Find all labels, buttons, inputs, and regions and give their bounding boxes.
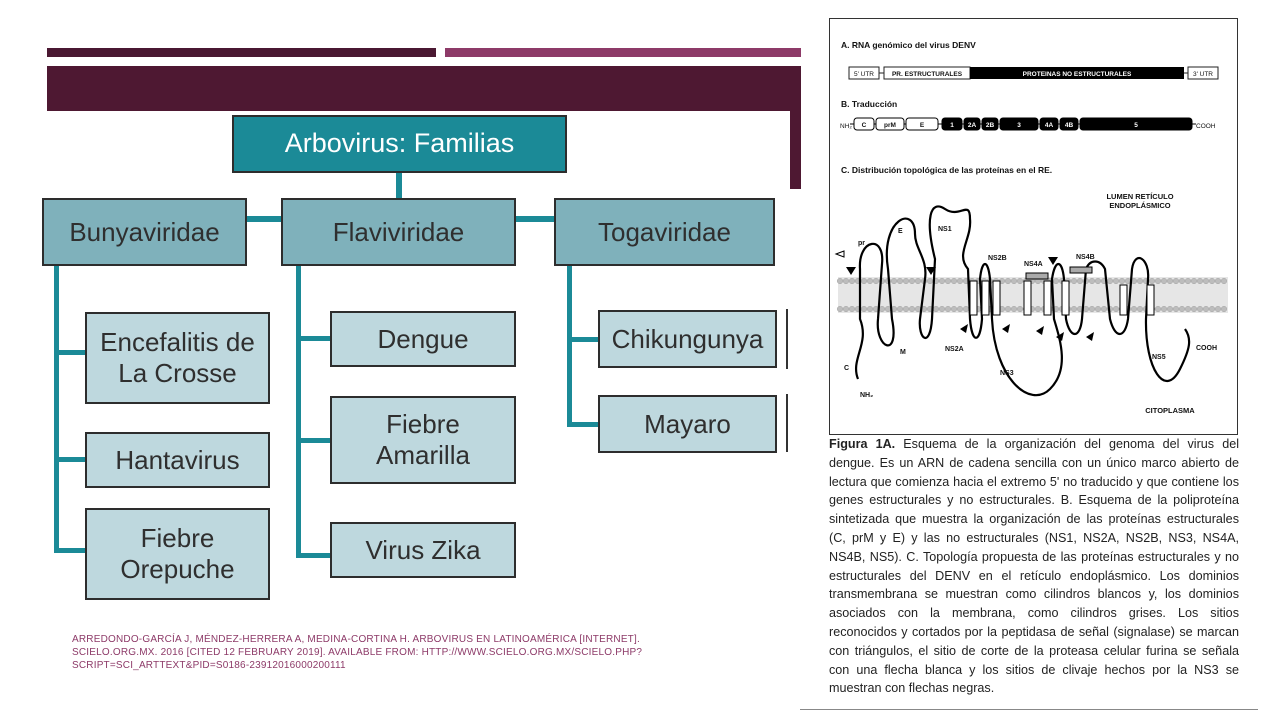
lipid-head [861, 278, 867, 284]
label-c: C [844, 365, 850, 372]
protein-label-4b: 4B [1064, 122, 1074, 129]
lipid-head [1089, 278, 1095, 284]
lipid-head [843, 278, 849, 284]
lipid-head [909, 278, 915, 284]
protein-label-c: C [861, 122, 867, 129]
connector-flavi-trunk [296, 265, 301, 558]
lipid-head [1155, 306, 1161, 312]
lipid-head [1203, 278, 1209, 284]
lipid-head [1137, 306, 1143, 312]
lipid-head [1209, 278, 1215, 284]
utr3-label: 3' UTR [1192, 71, 1214, 78]
connector-toga-2 [567, 422, 599, 427]
lipid-head [957, 306, 963, 312]
label-ns2b: NS2B [988, 255, 1007, 262]
lipid-head [1203, 306, 1209, 312]
label-pr: pr [858, 240, 865, 247]
lipid-head [1131, 306, 1137, 312]
family-togaviridae: Togaviridae [554, 198, 775, 266]
utr5-label: 5' UTR [853, 71, 875, 78]
lipid-head [1173, 278, 1179, 284]
lipid-head [849, 278, 855, 284]
protein-label-3: 3 [1017, 122, 1021, 129]
lipid-head [867, 306, 873, 312]
lipid-head [897, 278, 903, 284]
lipid-head [1095, 306, 1101, 312]
connector-bunya-trunk [54, 265, 59, 553]
lipid-head [951, 306, 957, 312]
label-ns2a: NS2A [945, 346, 964, 353]
lipid-head [1095, 278, 1101, 284]
lipid-head [1221, 306, 1227, 312]
lipid-head [897, 306, 903, 312]
lipid-head [849, 306, 855, 312]
lipid-head [933, 306, 939, 312]
lipid-head [1191, 278, 1197, 284]
lipid-head [1179, 306, 1185, 312]
lipid-head [1113, 278, 1119, 284]
lipid-head [837, 306, 843, 312]
section-b-title: B. Traducción [841, 99, 898, 109]
lipid-head [1137, 278, 1143, 284]
nonstructural-label: PROTEINAS NO ESTRUCTURALES [1022, 71, 1132, 78]
lipid-head [1077, 278, 1083, 284]
lipid-head [861, 306, 867, 312]
lumen-label: LUMEN RETÍCULO ENDOPLÁSMICO [1106, 192, 1174, 210]
caption-rule [800, 709, 1258, 710]
section-c-title: C. Distribución topológica de las proteínas en el RE. [841, 165, 1053, 175]
protein-label-e: E [919, 122, 925, 129]
lipid-head [1101, 306, 1107, 312]
lipid-head [1005, 278, 1011, 284]
protein-label-1: 1 [950, 122, 954, 129]
connector-toga-1 [567, 337, 599, 342]
member-fiebre-orepuche: Fiebre Orepuche [85, 508, 270, 600]
lipid-head [1191, 306, 1197, 312]
structural-label: PR. ESTRUCTURALES [891, 71, 963, 78]
nh2-label: NH₂ [840, 123, 852, 130]
connector-bunya-3 [54, 548, 86, 553]
caption-text: Esquema de la organización del genoma del virus del dengue. Es un ARN de cadena sencilla con un único marco abierto de lectura que comienza hacia el extremo 5' no traducido y que contiene los genes estructurales y no estructurales. B. Esquema de la poliproteína sintetizada que muestra la organización de las proteínas estructurales (C, prM y E) y las no estructurales (NS1, NS2A, NS2B, NS3, NS4A, NS4B, NS5). C. Topología propuesta de las proteínas estructurales y no estructurales del DENV en el retículo endoplásmico. Los dominios transmembrana se muestran como cilindros blancos y, los dominios asociados con la membrana, como cilindros grises. Los sitios reconocidos y cortados por la peptidasa de señal (signalase) se marcan con triángulos, el sitio de corte de la proteasa celular furina se señala con una flecha blanca y los sitios de clivaje hechos por la NS3 se muestran con flechas negras. [829, 437, 1239, 696]
lipid-head [1011, 278, 1017, 284]
divider [786, 394, 788, 452]
member-encefalitis-la-crosse: Encefalitis de La Crosse [85, 312, 270, 404]
member-hantavirus: Hantavirus [85, 432, 270, 488]
family-bunyaviridae: Bunyaviridae [42, 198, 247, 266]
cytoplasm-label: CITOPLASMA [1145, 406, 1195, 415]
connector-flavi-1 [296, 336, 331, 341]
connector-bunya-flavi [246, 216, 282, 222]
lipid-head [843, 306, 849, 312]
label-ns3: NS3 [1000, 370, 1014, 377]
section-a-title: A. RNA genómico del virus DENV [841, 40, 976, 50]
caption-lead: Figura 1A. [829, 437, 896, 451]
lipid-head [1119, 278, 1125, 284]
dengue-genome-figure [829, 18, 1238, 435]
citation: ARREDONDO-GARCÍA J, MÉNDEZ-HERRERA A, MEDINA-CORTINA H. ARBOVIRUS EN LATINOAMÉRICA [INTERNET]. SCIELO.ORG.MX. 2016 [CITED 12 FEBRUARY 2019]. AVAILABLE FROM: HTTP://WWW.SCIELO.ORG.MX/SCIELO.PHP?SCRIPT=SCI_ARTTEXT&PID=S0186-23912016000200111 [72, 634, 643, 671]
label-cooh: COOH [1196, 345, 1217, 352]
lipid-head [951, 278, 957, 284]
lipid-head [1017, 278, 1023, 284]
connector-flavi-3 [296, 553, 331, 558]
decor-bar-light [445, 48, 801, 57]
lipid-head [1167, 306, 1173, 312]
connector-bunya-2 [54, 457, 86, 462]
protein-label-4a: 4A [1044, 122, 1054, 129]
protein-label-5: 5 [1134, 122, 1138, 129]
lipid-head [903, 278, 909, 284]
lipid-head [909, 306, 915, 312]
figure-drawing [830, 19, 1236, 433]
transmembrane-cylinders [970, 281, 1154, 315]
label-e: E [898, 228, 903, 235]
lipid-head [939, 278, 945, 284]
lipid-head [915, 278, 921, 284]
lipid-head [1197, 278, 1203, 284]
lipid-head [1113, 306, 1119, 312]
lipid-head [1071, 306, 1077, 312]
member-mayaro: Mayaro [598, 395, 777, 453]
lipid-head [1215, 306, 1221, 312]
lipid-head [873, 278, 879, 284]
label-ns4b: NS4B [1076, 254, 1095, 261]
lipid-head [1161, 306, 1167, 312]
family-flaviviridae: Flaviviridae [281, 198, 516, 266]
lipid-head [1053, 278, 1059, 284]
lipid-head [1071, 278, 1077, 284]
protein-label-2b: 2B [985, 122, 995, 129]
lipid-head [1221, 278, 1227, 284]
lipid-head [1011, 306, 1017, 312]
lipid-head [1155, 278, 1161, 284]
lipid-head [1167, 278, 1173, 284]
label-ns4a: NS4A [1024, 261, 1043, 268]
member-virus-zika: Virus Zika [330, 522, 516, 578]
protein-label-prm: prM [884, 122, 896, 129]
label-nh2: NH₂ [860, 392, 874, 399]
label-m: M [900, 349, 906, 356]
tree-root: Arbovirus: Familias [232, 115, 567, 173]
label-ns1: NS1 [938, 226, 952, 233]
lipid-head [837, 278, 843, 284]
lipid-head [957, 278, 963, 284]
connector-flavi-toga [515, 216, 555, 222]
lipid-head [1185, 278, 1191, 284]
lipid-head [939, 306, 945, 312]
title-band [47, 66, 801, 111]
lipid-head [1161, 278, 1167, 284]
protein-label-2a: 2A [967, 122, 977, 129]
lipid-head [1107, 278, 1113, 284]
lipid-head [879, 306, 885, 312]
furin-arrow [836, 251, 844, 257]
lipid-head [1149, 278, 1155, 284]
lipid-head [1209, 306, 1215, 312]
lipid-head [1197, 306, 1203, 312]
lipid-head [1005, 306, 1011, 312]
lipid-head [1035, 306, 1041, 312]
lipid-head [945, 306, 951, 312]
connector-flavi-2 [296, 438, 331, 443]
lipid-head [963, 306, 969, 312]
lipid-head [1215, 278, 1221, 284]
figure-caption [829, 435, 1239, 698]
lipid-head [927, 278, 933, 284]
decor-bar-dark [47, 48, 436, 57]
label-ns5: NS5 [1152, 354, 1166, 361]
lipid-head [1017, 306, 1023, 312]
lipid-head [1179, 278, 1185, 284]
cooh-label: COOH [1196, 123, 1216, 130]
lipid-head [1185, 306, 1191, 312]
member-dengue: Dengue [330, 311, 516, 367]
lipid-head [1173, 306, 1179, 312]
member-fiebre-amarilla: Fiebre Amarilla [330, 396, 516, 484]
member-chikungunya: Chikungunya [598, 310, 777, 368]
lipid-head [891, 278, 897, 284]
divider [786, 309, 788, 369]
connector-bunya-1 [54, 350, 86, 355]
connector-root-down [396, 172, 402, 199]
lipid-head [945, 278, 951, 284]
title-band-side [790, 111, 801, 189]
lipid-head [867, 278, 873, 284]
protein-row [850, 118, 1196, 130]
lipid-head [903, 306, 909, 312]
connector-toga-trunk [567, 265, 572, 427]
lipid-head [1089, 306, 1095, 312]
